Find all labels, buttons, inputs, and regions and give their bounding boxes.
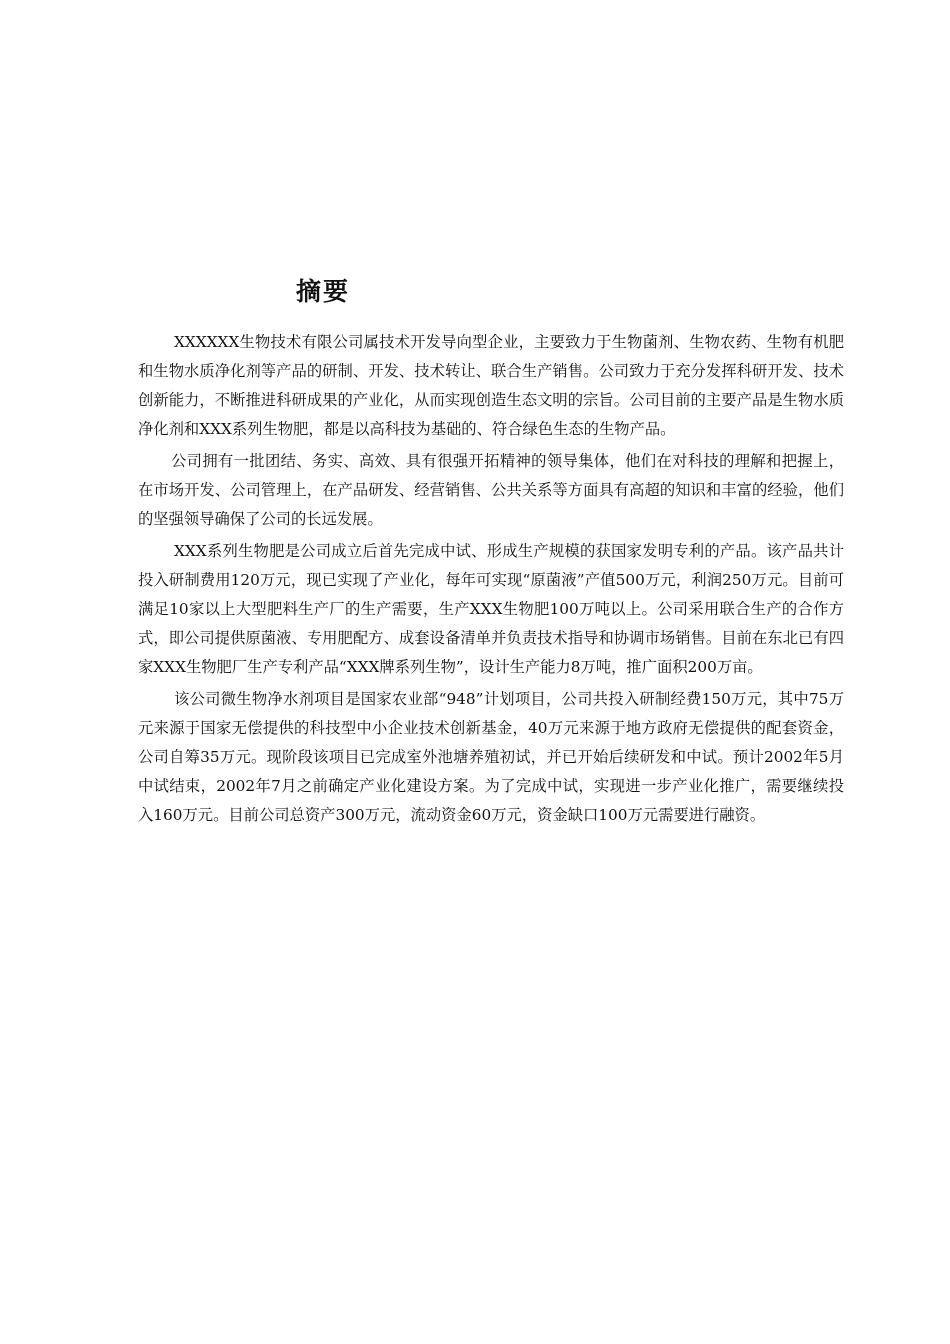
paragraph-water-purifier-project: 该公司微生物净水剂项目是国家农业部“948”计划项目，公司共投入研制经费150万元，其中75万元来源于国家无偿提供的科技型中小企业技术创新基金，40万元来源于地方政府无偿提供的配套资金，公司自筹35万元。现阶段该项目已完成室外池塘养殖初试，并已开始后续研发和中试。预计2002年5月中试结束，2002年7月之前确定产业化建设方案。为了完成中试，实现进一步产业化推广，需要继续投入160万元。目前公司总资产300万元，流动资金60万元，资金缺口100万元需要进行融资。: [138, 690, 844, 824]
paragraph-leadership: 公司拥有一批团结、务实、高效、具有很强开拓精神的领导集体，他们在对科技的理解和把握上，在市场开发、公司管理上，在产品研发、经营销售、公共关系等方面具有高超的知识和丰富的经验，他们的坚强领导确保了公司的长远发展。: [138, 452, 844, 528]
document-title: 摘要: [296, 277, 351, 306]
document-body: [138, 328, 844, 833]
paragraph-company-overview: XXXXXX生物技术有限公司属技术开发导向型企业，主要致力于生物菌剂、生物农药、生物有机肥和生物水质净化剂等产品的研制、开发、技术转让、联合生产销售。公司致力于充分发挥科研开发、技术创新能力，不断推进科研成果的产业化，从而实现创造生态文明的宗旨。公司目前的主要产品是生物水质净化剂和XXX系列生物肥，都是以高科技为基础的、符合绿色生态的生物产品。: [138, 333, 844, 438]
paragraph-bio-fertilizer: XXX系列生物肥是公司成立后首先完成中试、形成生产规模的获国家发明专利的产品。该产品共计投入研制费用120万元，现已实现了产业化，每年可实现“原菌液”产值500万元，利润250万元。目前可满足10家以上大型肥料生产厂的生产需要，生产XXX生物肥100万吨以上。公司采用联合生产的合作方式，即公司提供原菌液、专用肥配方、成套设备清单并负责技术指导和协调市场销售。目前在东北已有四家XXX生物肥厂生产专利产品“XXX牌系列生物”，设计生产能力8万吨，推广面积200万亩。: [138, 542, 844, 676]
